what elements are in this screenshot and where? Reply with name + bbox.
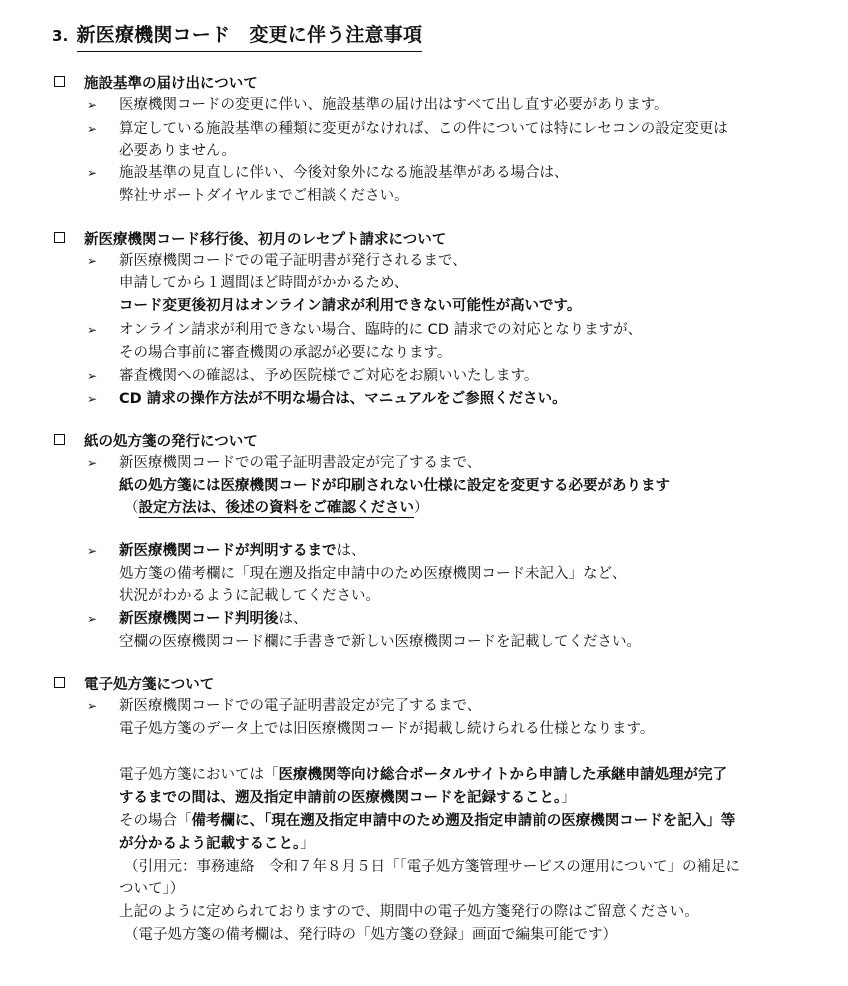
body-line (124, 498, 429, 518)
heading-text: 新医療機関コード 変更に伴う注意事項 (77, 20, 423, 52)
page-title (52, 20, 422, 52)
body-line-bold: 紙の処方箋には医療機関コードが印刷されない仕様に設定を変更する必要があります (119, 478, 670, 494)
bullet-arrow-icon: ➢ (87, 98, 98, 112)
body-line: 医療機関コードの変更に伴い、施設基準の届け出はすべて出し直す必要があります。 (119, 97, 669, 113)
bullet-arrow-icon: ➢ (87, 122, 98, 136)
bullet-arrow-icon: ➢ (87, 254, 98, 268)
body-line: 電子処方箋のデータ上では旧医療機関コードが掲載し続けられる仕様となります。 (119, 721, 655, 737)
body-line: 弊社サポートダイヤルまでご相談ください。 (119, 188, 409, 204)
body-line (119, 834, 315, 854)
section-title: 電子処方箋について (84, 677, 215, 693)
checkbox-square-icon (54, 76, 65, 87)
bullet-arrow-icon: ➢ (87, 323, 98, 337)
body-line: 上記のように定められておりますので、期間中の電子処方箋発行の際はご留意ください。 (119, 904, 699, 920)
checkbox-square-icon (54, 434, 65, 445)
plain-phrase: は、 (336, 543, 366, 559)
plain-phrase: 電子処方箋においては「 (119, 767, 279, 783)
citation-line: ついて」） (119, 881, 185, 897)
plain-phrase: は、 (278, 611, 308, 627)
section-title: 施設基準の届け出について (84, 76, 258, 92)
body-line (119, 541, 366, 561)
body-line: 処方箋の備考欄に「現在遡及指定申請中のため医療機関コード未記入」など、 (119, 566, 627, 582)
paren-open: （ (124, 500, 139, 516)
body-line-bold: コード変更後初月はオンライン請求が利用できない可能性が高いです。 (119, 298, 582, 314)
paren-close: ） (414, 500, 429, 516)
bullet-arrow-icon: ➢ (87, 392, 98, 406)
plain-phrase: 」 (300, 836, 315, 852)
bullet-arrow-icon: ➢ (87, 369, 98, 383)
body-line: 施設基準の見直しに伴い、今後対象外になる施設基準がある場合は、 (119, 165, 569, 181)
bullet-arrow-icon: ➢ (87, 456, 98, 470)
body-line: オンライン請求が利用できない場合、臨時的に CD 請求での対応となりますが、 (119, 322, 643, 338)
body-line: 空欄の医療機関コード欄に手書きで新しい医療機関コードを記載してください。 (119, 634, 641, 650)
body-line: 申請してから１週間ほど時間がかかるため、 (119, 275, 409, 291)
body-line: 新医療機関コードでの電子証明書が発行されるまで、 (119, 253, 467, 269)
bold-phrase: 医療機関等向け総合ポータルサイトから申請した承継申請処理が完了 (278, 767, 727, 783)
body-line: 審査機関への確認は、予め医院様でご対応をお願いいたします。 (119, 368, 539, 384)
plain-phrase: その場合「 (119, 813, 192, 829)
body-line: 新医療機関コードでの電子証明書設定が完了するまで、 (119, 455, 482, 471)
bold-phrase: 備考欄に、「現在遡及指定申請中のため遡及指定申請前の医療機関コードを記入」等 (191, 813, 736, 829)
bullet-arrow-icon: ➢ (87, 699, 98, 713)
heading-number: 3. (52, 27, 69, 45)
body-line (119, 811, 735, 831)
bold-phrase: するまでの間は、遡及指定申請前の医療機関コードを記録すること。 (119, 790, 562, 806)
checkbox-square-icon (54, 677, 65, 688)
plain-phrase: 」 (561, 790, 576, 806)
setting-method-note: 設定方法は、後述の資料をご確認ください (138, 500, 414, 516)
checkbox-square-icon (54, 232, 65, 243)
section-heading-e-prescription (54, 673, 214, 694)
bullet-arrow-icon: ➢ (87, 166, 98, 180)
section-heading-facility (54, 72, 258, 93)
section-title: 紙の処方箋の発行について (84, 434, 258, 450)
bullet-arrow-icon: ➢ (87, 612, 98, 626)
body-line: その場合事前に審査機関の承認が必要になります。 (119, 345, 452, 361)
bold-phrase: が分かるよう記載すること。 (119, 836, 301, 852)
bold-phrase: 新医療機関コードが判明するまで (119, 543, 337, 559)
body-line-bold: CD 請求の操作方法が不明な場合は、マニュアルをご参照ください。 (119, 391, 567, 407)
section-heading-paper-prescription (54, 430, 258, 451)
body-line: 新医療機関コードでの電子証明書設定が完了するまで、 (119, 698, 482, 714)
section-title: 新医療機関コード移行後、初月のレセプト請求について (84, 232, 447, 248)
citation-line: （引用元：事務連絡 令和７年８月５日「「電子処方箋管理サービスの運用について」の補足に (124, 859, 740, 875)
body-line: 状況がわかるように記載してください。 (119, 588, 380, 604)
body-line: （電子処方箋の備考欄は、発行時の「処方箋の登録」画面で編集可能です） (124, 927, 617, 943)
bullet-arrow-icon: ➢ (87, 544, 98, 558)
body-line (119, 609, 308, 629)
body-line: 算定している施設基準の種類に変更がなければ、この件については特にレセコンの設定変更は (119, 121, 728, 137)
body-line (119, 765, 727, 785)
body-line (119, 788, 576, 808)
body-line: 必要ありません。 (119, 143, 236, 159)
bold-phrase: 新医療機関コード判明後 (119, 611, 279, 627)
section-heading-receipt (54, 228, 446, 249)
